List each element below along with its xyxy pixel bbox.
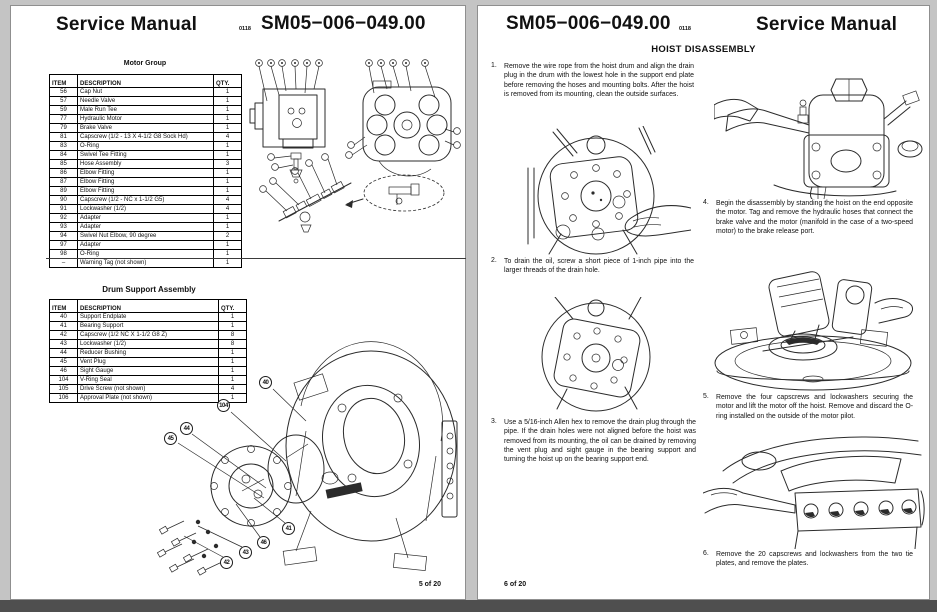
step-2 [491, 257, 694, 276]
page-number: 6 of 20 [504, 581, 527, 588]
col-qty: QTY. [214, 75, 242, 88]
cell-description: V-Ring Seal [78, 376, 219, 385]
cell-item: 106 [50, 394, 78, 403]
col-qty: QTY. [219, 300, 247, 313]
table-row [50, 241, 242, 250]
cell-qty: 1 [219, 358, 247, 367]
manual-page-right [477, 5, 930, 600]
callout-balloon: 44 [180, 422, 193, 435]
cell-description: Warning Tag (not shown) [78, 259, 214, 268]
cell-qty: 1 [214, 214, 242, 223]
cell-qty: 4 [214, 133, 242, 142]
step-number: 1. [491, 62, 497, 69]
cell-item: 79 [50, 124, 78, 133]
cell-qty: 1 [214, 142, 242, 151]
section-divider [46, 258, 466, 259]
step-number: 5. [703, 393, 709, 400]
cell-qty: 1 [219, 322, 247, 331]
table-row [50, 178, 242, 187]
cell-description: Elbow Fitting [78, 169, 214, 178]
table-row [50, 187, 242, 196]
cell-description: Adapter [78, 214, 214, 223]
cell-description: O-Ring [78, 142, 214, 151]
cell-item: 77 [50, 115, 78, 124]
motor-removal-illustration [703, 267, 923, 395]
cell-description: Hose Assembly [78, 160, 214, 169]
cell-description: Swivel Tee Fitting [78, 151, 214, 160]
cell-description: Cap Nut [78, 88, 214, 97]
capscrew-hardware [157, 520, 226, 575]
cell-item: 91 [50, 205, 78, 214]
cell-description: Brake Valve [78, 124, 214, 133]
col-description: DESCRIPTION [78, 300, 219, 313]
cell-description: Elbow Fitting [78, 187, 214, 196]
cell-qty: 1 [214, 178, 242, 187]
cell-qty: 1 [214, 187, 242, 196]
table-header-row [50, 75, 242, 88]
hydraulic-motor-right [346, 81, 461, 176]
cell-qty: 1 [214, 241, 242, 250]
cell-description: Support Endplate [78, 313, 219, 322]
cell-item: 46 [50, 367, 78, 376]
cell-qty: 1 [214, 169, 242, 178]
table-row [50, 205, 242, 214]
cell-item: 92 [50, 214, 78, 223]
support-endplate [283, 342, 457, 571]
col-item: ITEM [50, 300, 78, 313]
motor-group-table [49, 74, 242, 268]
cell-item: 98 [50, 250, 78, 259]
drum-support-title: Drum Support Assembly [102, 285, 196, 294]
drum-end-view-hand-illustration [501, 126, 691, 258]
page-title: Service Manual [56, 14, 198, 35]
step-text: Begin the disassembly by standing the hoist on the end opposite the motor. Tag and remove the hydraulic hoses that connect the brake valve and the motor (manifold in the case of a two-speed motor) to the brake release port. [716, 200, 913, 235]
cell-qty: 1 [214, 88, 242, 97]
cell-item: 57 [50, 97, 78, 106]
cell-description: Bearing Support [78, 322, 219, 331]
cell-item: 90 [50, 196, 78, 205]
cell-item: 93 [50, 223, 78, 232]
table-row [50, 214, 242, 223]
cell-item: 97 [50, 241, 78, 250]
step-4 [703, 199, 913, 236]
callout-balloon: 41 [282, 522, 295, 535]
table-row [50, 232, 242, 241]
cell-item: 105 [50, 385, 78, 394]
cell-item: 42 [50, 331, 78, 340]
step-number: 2. [491, 257, 497, 264]
table-row [50, 169, 242, 178]
doc-number: SM05−006−049.00 [506, 13, 671, 34]
table-row [50, 322, 247, 331]
cell-description: O-Ring [78, 250, 214, 259]
cell-description: Approval Plate (not shown) [78, 394, 219, 403]
cell-item: 59 [50, 106, 78, 115]
table-header-row [50, 300, 247, 313]
section-title: HOIST DISASSEMBLY [651, 44, 756, 55]
cell-description: Adapter [78, 223, 214, 232]
cell-description: Male Run Tee [78, 106, 214, 115]
cell-item: 83 [50, 142, 78, 151]
step-text: Remove the four capscrews and lockwashers securing the motor and lift the motor off the hoist. Remove and discard the O-ring installed on the outside of the motor pilot. [716, 394, 913, 420]
cell-description: Needle Valve [78, 97, 214, 106]
cell-qty: 1 [214, 151, 242, 160]
cell-qty: 8 [219, 340, 247, 349]
cell-qty: 1 [219, 349, 247, 358]
cell-qty: 4 [214, 196, 242, 205]
drum-support-diagram-art [146, 336, 461, 581]
cell-qty: 1 [214, 106, 242, 115]
step-number: 3. [491, 418, 497, 425]
cell-description: Reducer Bushing [78, 349, 219, 358]
cell-item: – [50, 259, 78, 268]
page-title: Service Manual [756, 14, 898, 35]
cell-item: 85 [50, 160, 78, 169]
revision-code: 0118 [679, 26, 691, 32]
table-row [50, 88, 242, 97]
step-text: To drain the oil, screw a short piece of 1-inch pipe into the larger threads of the drain hole. [504, 258, 694, 275]
cell-item: 44 [50, 349, 78, 358]
cell-qty: 1 [219, 367, 247, 376]
cell-item: 56 [50, 88, 78, 97]
cell-item: 94 [50, 232, 78, 241]
callout-balloon: 45 [164, 432, 177, 445]
callout-balloon: 42 [220, 556, 233, 569]
step-6 [703, 550, 913, 569]
callout-balloon: 40 [259, 376, 272, 389]
cell-qty: 1 [214, 97, 242, 106]
cell-description: Drive Screw (not shown) [78, 385, 219, 394]
fitting-string-detail [260, 154, 351, 232]
table-row [50, 115, 242, 124]
step-text: Remove the wire rope from the hoist drum and align the drain plug in the drum with the lowest hole in the support end plate before removing the hoses and mounting bolts. After the hoist is removed from its mounting, clean the outside surfaces. [504, 63, 694, 98]
col-item: ITEM [50, 75, 78, 88]
cell-qty: 1 [214, 259, 242, 268]
step-number: 6. [703, 550, 709, 557]
cell-qty: 1 [219, 376, 247, 385]
step-1 [491, 62, 694, 99]
table-row [50, 223, 242, 232]
cell-item: 84 [50, 151, 78, 160]
cell-qty: 1 [214, 124, 242, 133]
callout-balloon: 104 [217, 399, 230, 412]
manual-page-left [10, 5, 466, 600]
table-row [50, 160, 242, 169]
step-text: Use a 5/16-inch Allen hex to remove the drain plug through the pipe. If the drain holes were not aligned before the hoist was removed from its mounting, the oil can be drained by removing the vent plug and sight gauge in the bearing support and turning the hoist up on the bearing support end. [504, 419, 696, 464]
table-row [50, 151, 242, 160]
step-number: 4. [703, 199, 709, 206]
callout-balloon: 43 [239, 546, 252, 559]
cell-item: 104 [50, 376, 78, 385]
cell-item: 43 [50, 340, 78, 349]
cell-item: 86 [50, 169, 78, 178]
step-3 [491, 418, 696, 464]
cell-item: 89 [50, 187, 78, 196]
cell-description: Adapter [78, 241, 214, 250]
table-row [50, 259, 242, 268]
table-row [50, 97, 242, 106]
cell-item: 41 [50, 322, 78, 331]
cell-description: Hydraulic Motor [78, 115, 214, 124]
cell-qty: 3 [214, 160, 242, 169]
cell-item: 45 [50, 358, 78, 367]
cell-qty: 1 [214, 250, 242, 259]
cell-description: Elbow Fitting [78, 178, 214, 187]
motor-group-title: Motor Group [123, 60, 167, 67]
cell-description: Swivel Nut Elbow, 90 degree [78, 232, 214, 241]
table-row [50, 142, 242, 151]
bottom-bar [0, 600, 937, 612]
cell-qty: 1 [214, 115, 242, 124]
motor-group-diagram [239, 53, 463, 259]
cell-qty: 1 [214, 223, 242, 232]
cell-description: Vent Plug [78, 358, 219, 367]
table-row [50, 133, 242, 142]
revision-code: 0118 [239, 26, 251, 32]
col-description: DESCRIPTION [78, 75, 214, 88]
cell-qty: 1 [219, 313, 247, 322]
page-number: 5 of 20 [418, 581, 441, 588]
cell-item: 87 [50, 178, 78, 187]
table-row [50, 106, 242, 115]
cell-qty: 4 [219, 385, 247, 394]
step-5 [703, 393, 913, 421]
cell-qty: 1 [219, 394, 247, 403]
doc-number: SM05−006−049.00 [261, 13, 426, 34]
table-row [50, 313, 247, 322]
cell-description: Capscrew (1/2 NC X 1-1/2 G8 Z) [78, 331, 219, 340]
cell-qty: 2 [214, 232, 242, 241]
v-ring-seal [268, 435, 324, 503]
detail-callout-ellipse [345, 175, 444, 211]
drum-support-diagram [146, 336, 461, 581]
cell-item: 81 [50, 133, 78, 142]
cell-item: 40 [50, 313, 78, 322]
drum-end-view-illustration [501, 297, 691, 415]
cell-description: Lockwasher (1/2) [78, 340, 219, 349]
callout-balloon: 46 [257, 536, 270, 549]
cell-description: Lockwasher (1/2) [78, 205, 214, 214]
table-row [50, 196, 242, 205]
cell-description: Capscrew (1/2 - NC x 1-1/2 G5) [78, 196, 214, 205]
cell-description: Capscrew (1/2 - 13 X 4-1/2 G8 Sock Hd) [78, 133, 214, 142]
cell-qty: 8 [219, 331, 247, 340]
step-text: Remove the 20 capscrews and lockwashers from the two tie plates, and remove the plates. [716, 551, 913, 568]
tie-plate-illustration [703, 431, 928, 549]
cell-description: Sight Gauge [78, 367, 219, 376]
cell-qty: 4 [214, 205, 242, 214]
wrench-brake-valve-illustration [714, 57, 924, 199]
table-row [50, 124, 242, 133]
